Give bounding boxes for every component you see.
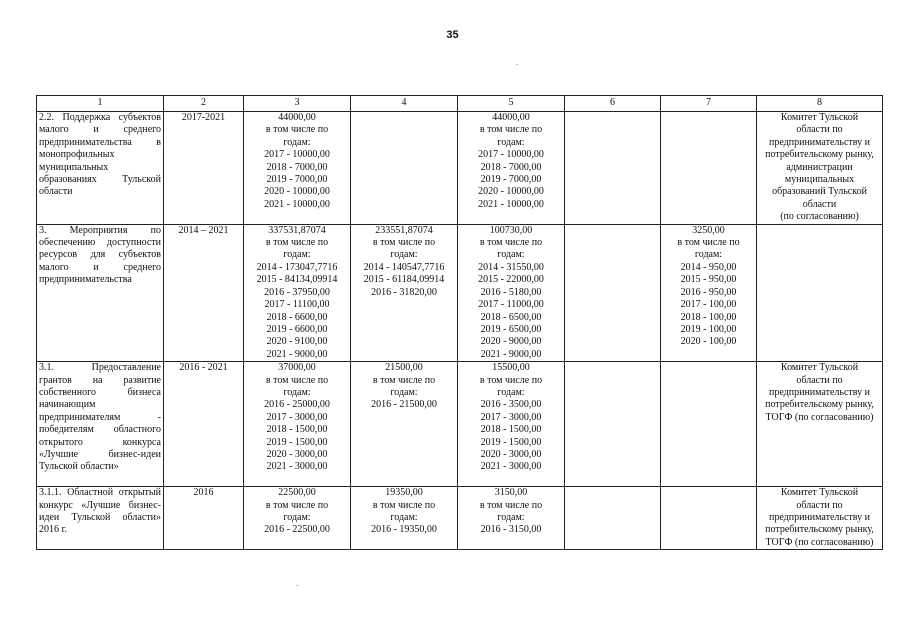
row-col6-funding: [565, 487, 661, 550]
header-col-5: 5: [458, 96, 565, 112]
header-col-2: 2: [164, 96, 244, 112]
row-description: 3.1. Предоставление грантов на развитие собственного бизнеса начинающим предпринимателям - победителям областного открытого конкурса «Лучшие бизнес-идеи Тульской области»: [37, 362, 164, 487]
row-col5-funding: 44000,00 в том числе по годам: 2017 - 10000,00 2018 - 7000,00 2019 - 7000,00 2020 - 10000,00 2021 - 10000,00: [458, 112, 565, 225]
page-number: 35: [446, 29, 459, 41]
header-col-6: 6: [565, 96, 661, 112]
program-table: [36, 95, 883, 550]
row-col6-funding: [565, 224, 661, 361]
row-total-funding: 337531,87074 в том числе по годам: 2014 - 173047,7716 2015 - 84134,09914 2016 - 37950,00 2017 - 11100,00 2018 - 6600,00 2019 - 6600,00 2020 - 9100,00 2021 - 9000,00: [244, 224, 351, 361]
row-col4-funding: 19350,00 в том числе по годам: 2016 - 19350,00: [351, 487, 458, 550]
row-total-funding: 44000,00 в том числе по годам: 2017 - 10000,00 2018 - 7000,00 2019 - 7000,00 2020 - 10000,00 2021 - 10000,00: [244, 112, 351, 225]
row-years: 2014 – 2021: [164, 224, 244, 361]
row-col5-funding: 15500,00 в том числе по годам: 2016 - 3500,00 2017 - 3000,00 2018 - 1500,00 2019 - 1500,00 2020 - 3000,00 2021 - 3000,00: [458, 362, 565, 487]
row-total-funding: 37000,00 в том числе по годам: 2016 - 25000,00 2017 - 3000,00 2018 - 1500,00 2019 - 1500,00 2020 - 3000,00 2021 - 3000,00: [244, 362, 351, 487]
row-col6-funding: [565, 362, 661, 487]
header-col-3: 3: [244, 96, 351, 112]
row-responsible: Комитет Тульской области по предпринимательству и потребительскому рынку, администрации муниципальных образований Тульской области (по согласованию): [757, 112, 883, 225]
row-years: 2016 - 2021: [164, 362, 244, 487]
row-col5-funding: 100730,00 в том числе по годам: 2014 - 31550,00 2015 - 22000,00 2016 - 5180,00 2017 - 11000,00 2018 - 6500,00 2019 - 6500,00 2020 - 9000,00 2021 - 9000,00: [458, 224, 565, 361]
header-row: [37, 96, 883, 112]
row-responsible: Комитет Тульской области по предпринимательству и потребительскому рынку, ТОГФ (по согласованию): [757, 362, 883, 487]
row-col4-funding: 21500,00 в том числе по годам: 2016 - 21500,00: [351, 362, 458, 487]
row-total-funding: 22500,00 в том числе по годам: 2016 - 22500,00: [244, 487, 351, 550]
row-col7-funding: [661, 487, 757, 550]
scan-speck: [516, 64, 518, 65]
row-description: 3.1.1. Областной открытый конкурс «Лучшие бизнес-идеи Тульской области» 2016 г.: [37, 487, 164, 550]
row-description: 3. Мероприятия по обеспечению доступности ресурсов для субъектов малого и среднего предпринимательства: [37, 224, 164, 361]
scan-speck: [296, 585, 298, 586]
header-col-7: 7: [661, 96, 757, 112]
row-col4-funding: 233551,87074 в том числе по годам: 2014 - 140547,7716 2015 - 61184,09914 2016 - 31820,00: [351, 224, 458, 361]
header-col-1: 1: [37, 96, 164, 112]
row-col5-funding: 3150,00 в том числе по годам: 2016 - 3150,00: [458, 487, 565, 550]
table-row: [37, 224, 883, 361]
row-responsible: [757, 224, 883, 361]
row-col7-funding: [661, 362, 757, 487]
header-col-4: 4: [351, 96, 458, 112]
row-years: 2017-2021: [164, 112, 244, 225]
row-responsible: Комитет Тульской области по предпринимательству и потребительскому рынку, ТОГФ (по согласованию): [757, 487, 883, 550]
table-row: [37, 112, 883, 225]
row-col7-funding: [661, 112, 757, 225]
row-description: 2.2. Поддержка субъектов малого и среднего предпринимательства в монопрофильных муниципальных образованиях Тульской области: [37, 112, 164, 225]
table-row: [37, 362, 883, 487]
row-col7-funding: 3250,00 в том числе по годам: 2014 - 950,00 2015 - 950,00 2016 - 950,00 2017 - 100,00 2018 - 100,00 2019 - 100,00 2020 - 100,00: [661, 224, 757, 361]
row-years: 2016: [164, 487, 244, 550]
row-col4-funding: [351, 112, 458, 225]
row-col6-funding: [565, 112, 661, 225]
table-row: [37, 487, 883, 550]
header-col-8: 8: [757, 96, 883, 112]
